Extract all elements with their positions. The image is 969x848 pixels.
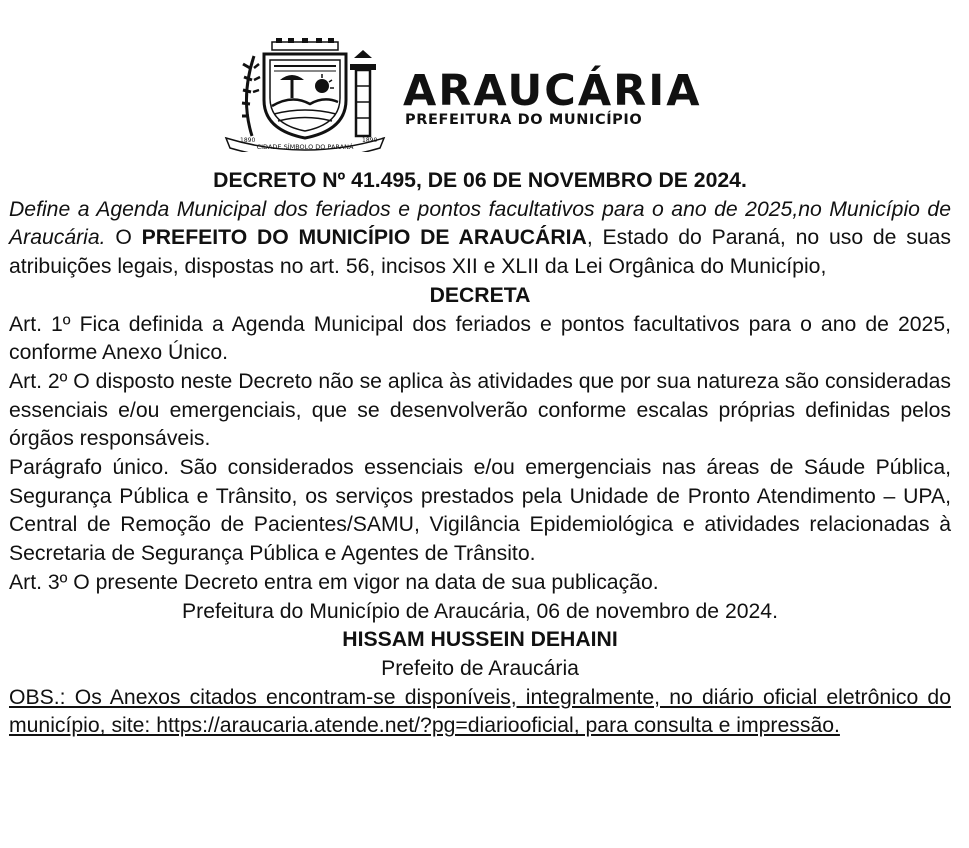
article-1: Art. 1º Fica definida a Agenda Municipal dos feriados e pontos facultativos para o ano de 2025, conforme Anexo Único. [9,312,951,365]
svg-text:1890: 1890 [362,137,378,144]
municipal-crest-icon [222,38,388,152]
place-date: Prefeitura do Município de Araucária, 06 de novembro de 2024. [182,599,778,623]
preamble-rest: , Estado do Paraná, no uso de suas atribuições legais, dispostas no art. 56, incisos XII e XLII da Lei Orgânica do Município, [9,226,951,279]
paragraph-unico: Parágrafo único. São considerados essenciais e/ou emergenciais nas áreas de Sáude Pública, Segurança Pública e Trânsito, os serviços prestados pela Unidade de Pronto Atendimento – UPA, Central de Remoção de Pacientes/SAMU, Vigilância Epidemiológica e atividades relacionadas à Secretaria de Segurança Pública e Agentes de Trânsito. [9,456,951,566]
svg-text:1890: 1890 [240,137,256,144]
ementa-text: Define a Agenda Municipal dos feriados e pontos facultativos para o ano de 2025,no Município de Araucária. [9,197,951,250]
preamble-o: O [105,226,142,250]
preamble-paragraph [9,196,951,282]
article-3: Art. 3º O presente Decreto entra em vigor na data de sua publicação. [9,570,659,594]
preamble-authority: PREFEITO DO MUNICÍPIO DE ARAUCÁRIA [141,226,587,250]
header [0,30,969,150]
brand-name: ARAUCÁRIA [403,66,702,116]
brand-block [403,66,702,128]
svg-text:CIDADE SÍMBOLO DO PARANÁ: CIDADE SÍMBOLO DO PARANÁ [256,143,354,151]
signer-name: HISSAM HUSSEIN DEHAINI [342,628,618,652]
brand-subtitle: PREFEITURA DO MUNICÍPIO [405,112,643,128]
decree-document [9,167,951,741]
article-2: Art. 2º O disposto neste Decreto não se aplica às atividades que por sua natureza são consideradas essenciais e/ou emergenciais, que se desenvolverão conforme escalas próprias definidas pelos órgãos responsáveis. [9,369,951,451]
decree-title: DECRETO Nº 41.495, DE 06 DE NOVEMBRO DE 2024. [213,169,747,192]
obs-note: OBS.: Os Anexos citados encontram-se disponíveis, integralmente, no diário oficial eletrônico do município, site: https://araucaria.atende.net/?pg=diariooficial, para consulta e impressão. [9,685,951,738]
signer-role: Prefeito de Araucária [381,656,579,680]
decreta-heading: DECRETA [429,283,531,307]
